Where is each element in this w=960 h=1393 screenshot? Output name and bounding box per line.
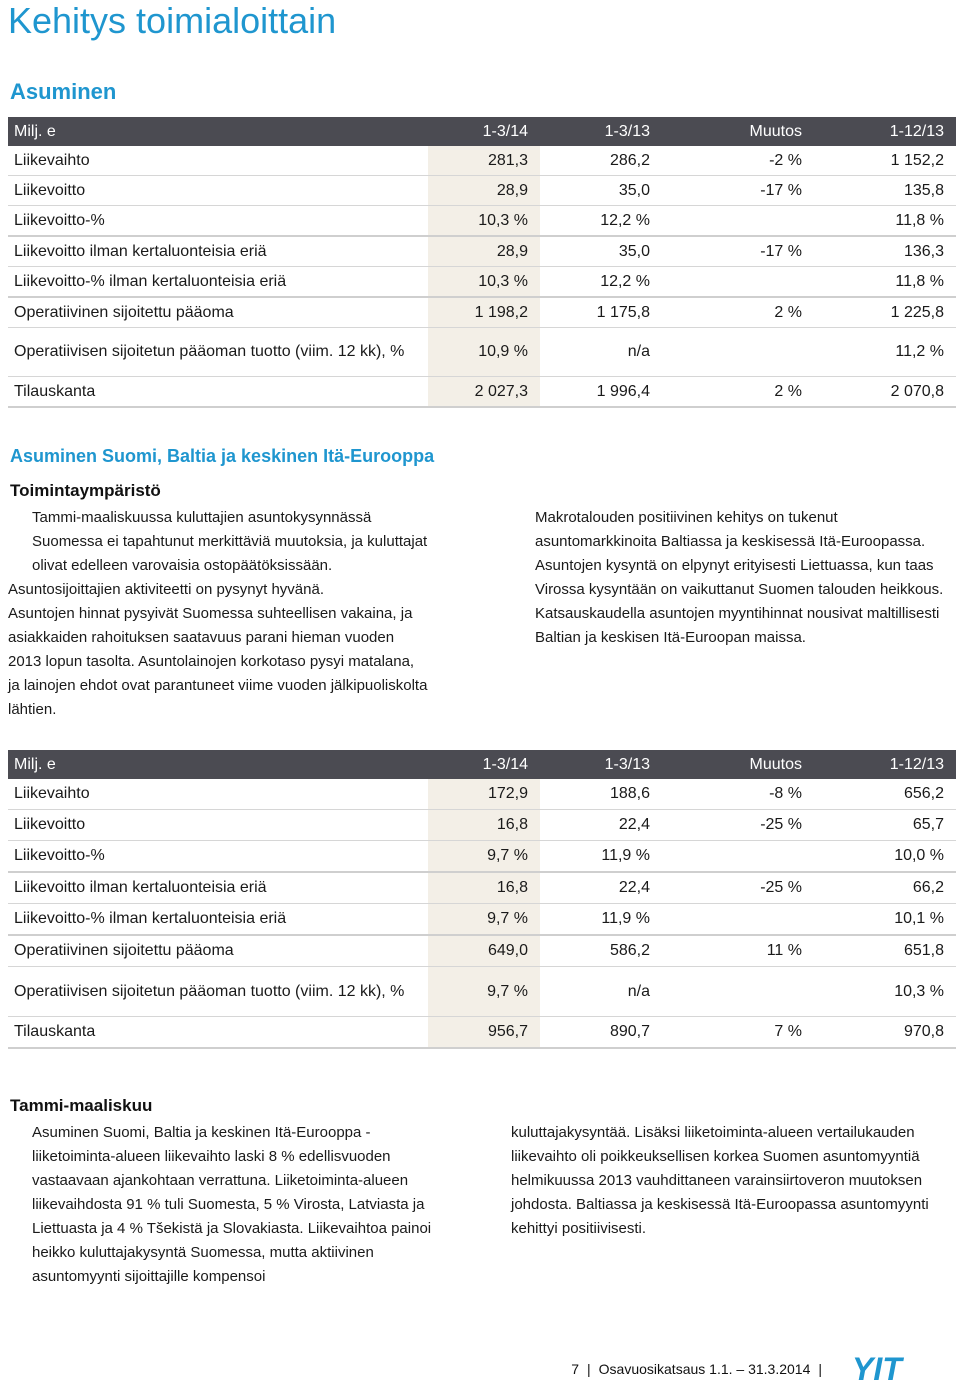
cell-previous: 35,0 [540,176,662,206]
cell-previous: 11,9 % [540,841,662,873]
paragraph: Asuminen Suomi, Baltia ja keskinen Itä-Eurooppa -liiketoiminta-alueen liikevaihto laski 8 % edellisvuoden vastaavaan ajankohtaan verrattuna. Liiketoiminta-alueen liikevaihdosta 91 % tuli Suomesta, 5 % Virosta, Latviasta ja Liettuasta ja 4 % Tšekistä ja Slovakiasta. Liikevaihtoa painoi heikko kuluttajakysyntä Suomessa, mutta aktiivinen asuntomyynti sijoittajille kompensoi [32,1124,432,1285]
table-row [8,935,956,967]
page-number: 7 [571,1361,580,1377]
cell-previous: 286,2 [540,146,662,176]
cell-current: 9,7 % [428,841,540,873]
cell-change: 2 % [662,377,814,408]
row-label: Tilauskanta [8,377,428,408]
cell-full-year: 970,8 [814,1017,956,1049]
header-full-year: 1-12/13 [814,750,956,779]
cell-current: 649,0 [428,935,540,967]
table-row [8,176,956,206]
table-row [8,267,956,298]
quarter-text-right [511,1121,931,1241]
section-title: Asuminen [10,79,117,104]
cell-previous: 12,2 % [540,267,662,298]
cell-change: -2 % [662,146,814,176]
row-label: Liikevaihto [8,146,428,176]
table-row [8,872,956,904]
paragraph: Asuntosijoittajien aktiviteetti on pysynyt hyvänä. [8,581,325,598]
table-row [8,779,956,810]
cell-previous: 1 996,4 [540,377,662,408]
cell-current: 16,8 [428,872,540,904]
row-label: Operatiivisen sijoitetun pääoman tuotto (viim. 12 kk), % [8,328,428,377]
cell-current: 10,9 % [428,328,540,377]
table-row [8,967,956,1017]
paragraph: Asuntojen hinnat pysyivät Suomessa suhteellisen vakaina, ja asiakkaiden rahoituksen saatavuus parani hieman vuoden 2013 lopun tasolta. Asuntolainojen korkotaso pysyi matalana, ja lainojen ehdot ovat parantuneet viime vuoden jälkipuoliskolta lähtien. [8,605,428,718]
table-row [8,146,956,176]
cell-change: -17 % [662,236,814,267]
cell-full-year: 656,2 [814,779,956,810]
table-row [8,297,956,328]
cell-change: 2 % [662,297,814,328]
quarter-text-left [8,1121,448,1289]
cell-current: 9,7 % [428,967,540,1017]
header-current-period: 1-3/14 [428,117,540,146]
cell-full-year: 1 152,2 [814,146,956,176]
cell-full-year: 10,0 % [814,841,956,873]
cell-change [662,841,814,873]
cell-previous: 1 175,8 [540,297,662,328]
footer-separator: | [818,1361,822,1377]
table-row [8,377,956,408]
financials-table-segment [8,750,956,1049]
row-label: Operatiivinen sijoitettu pääoma [8,297,428,328]
row-label: Liikevoitto-% ilman kertaluonteisia eriä [8,267,428,298]
cell-current: 281,3 [428,146,540,176]
cell-previous: 12,2 % [540,206,662,237]
header-change: Muutos [662,750,814,779]
table-header-row [8,750,956,779]
row-label: Operatiivisen sijoitetun pääoman tuotto (viim. 12 kk), % [8,967,428,1017]
cell-previous: 11,9 % [540,904,662,936]
cell-current: 2 027,3 [428,377,540,408]
cell-change: -25 % [662,810,814,841]
cell-full-year: 136,3 [814,236,956,267]
row-label: Operatiivinen sijoitettu pääoma [8,935,428,967]
cell-current: 16,8 [428,810,540,841]
cell-change: 7 % [662,1017,814,1049]
cell-change: -25 % [662,872,814,904]
header-previous-period: 1-3/13 [540,750,662,779]
row-label: Liikevoitto-% [8,206,428,237]
page-title: Kehitys toimialoittain [8,0,337,41]
footer-separator: | [587,1361,591,1377]
cell-previous: 188,6 [540,779,662,810]
cell-full-year: 651,8 [814,935,956,967]
cell-current: 10,3 % [428,206,540,237]
cell-change [662,206,814,237]
cell-full-year: 66,2 [814,872,956,904]
yit-logo [852,1353,944,1386]
quarter-heading: Tammi-maaliskuu [10,1096,153,1115]
environment-text-right [511,506,951,650]
cell-change: -17 % [662,176,814,206]
table-row [8,328,956,377]
paragraph: Tammi-maaliskuussa kuluttajien asuntokysynnässä Suomessa ei tapahtunut merkittäviä muutoksia, ja kuluttajat olivat edelleen varovaisia ostopäätöksissään. [32,509,428,574]
cell-full-year: 11,8 % [814,267,956,298]
table-row [8,841,956,873]
cell-current: 172,9 [428,779,540,810]
financials-table-asuminen [8,117,956,408]
cell-full-year: 1 225,8 [814,297,956,328]
logo-text: YIT [852,1352,902,1383]
paragraph: kuluttajakysyntää. Lisäksi liiketoiminta-alueen vertailukauden liikevaihto oli poikkeuksellisen korkea Suomen asuntomyyntiä helmikuussa 2013 vauhdittaneen varainsiirtoveron muutoksen johdosta. Baltiassa ja keskisessä Itä-Euroopassa asuntomyynti kehittyi positiivisesti. [511,1124,929,1237]
cell-previous: 586,2 [540,935,662,967]
cell-full-year: 2 070,8 [814,377,956,408]
cell-change [662,967,814,1017]
cell-full-year: 65,7 [814,810,956,841]
cell-previous: 22,4 [540,872,662,904]
header-unit: Milj. e [8,117,428,146]
header-unit: Milj. e [8,750,428,779]
header-change: Muutos [662,117,814,146]
paragraph: Makrotalouden positiivinen kehitys on tukenut asuntomarkkinoita Baltiassa ja keskisessä Itä-Euroopassa. Asuntojen kysyntä on elpynyt erityisesti Liettuassa, kun taas Virossa kysyntään on vaikuttanut Suomen talouden heikkous. Katsauskaudella asuntojen myyntihinnat nousivat maltillisesti Baltian ja keskisen Itä-Euroopan maissa. [535,509,944,646]
cell-change [662,904,814,936]
environment-heading: Toimintaympäristö [10,481,161,500]
table-header-row [8,117,956,146]
table-row [8,206,956,237]
header-full-year: 1-12/13 [814,117,956,146]
row-label: Liikevoitto [8,810,428,841]
cell-previous: 35,0 [540,236,662,267]
cell-previous: n/a [540,328,662,377]
row-label: Liikevaihto [8,779,428,810]
header-current-period: 1-3/14 [428,750,540,779]
cell-change [662,267,814,298]
cell-current: 10,3 % [428,267,540,298]
environment-text-left [8,506,428,722]
table-row [8,236,956,267]
row-label: Liikevoitto ilman kertaluonteisia eriä [8,872,428,904]
cell-full-year: 10,3 % [814,967,956,1017]
row-label: Liikevoitto-% [8,841,428,873]
cell-change [662,328,814,377]
segment-heading: Asuminen Suomi, Baltia ja keskinen Itä-Eurooppa [10,446,435,466]
cell-full-year: 135,8 [814,176,956,206]
cell-current: 28,9 [428,236,540,267]
cell-current: 1 198,2 [428,297,540,328]
row-label: Liikevoitto [8,176,428,206]
cell-current: 28,9 [428,176,540,206]
cell-full-year: 10,1 % [814,904,956,936]
cell-previous: 22,4 [540,810,662,841]
cell-previous: n/a [540,967,662,1017]
yit-logo-icon [852,1353,944,1383]
cell-previous: 890,7 [540,1017,662,1049]
report-title: Osavuosikatsaus 1.1. – 31.3.2014 [598,1361,811,1377]
table-row [8,810,956,841]
header-previous-period: 1-3/13 [540,117,662,146]
page-footer [571,1351,944,1387]
row-label: Liikevoitto ilman kertaluonteisia eriä [8,236,428,267]
cell-current: 9,7 % [428,904,540,936]
table-row [8,1017,956,1049]
cell-change: -8 % [662,779,814,810]
cell-full-year: 11,8 % [814,206,956,237]
row-label: Tilauskanta [8,1017,428,1049]
row-label: Liikevoitto-% ilman kertaluonteisia eriä [8,904,428,936]
cell-current: 956,7 [428,1017,540,1049]
table-row [8,904,956,936]
cell-change: 11 % [662,935,814,967]
cell-full-year: 11,2 % [814,328,956,377]
